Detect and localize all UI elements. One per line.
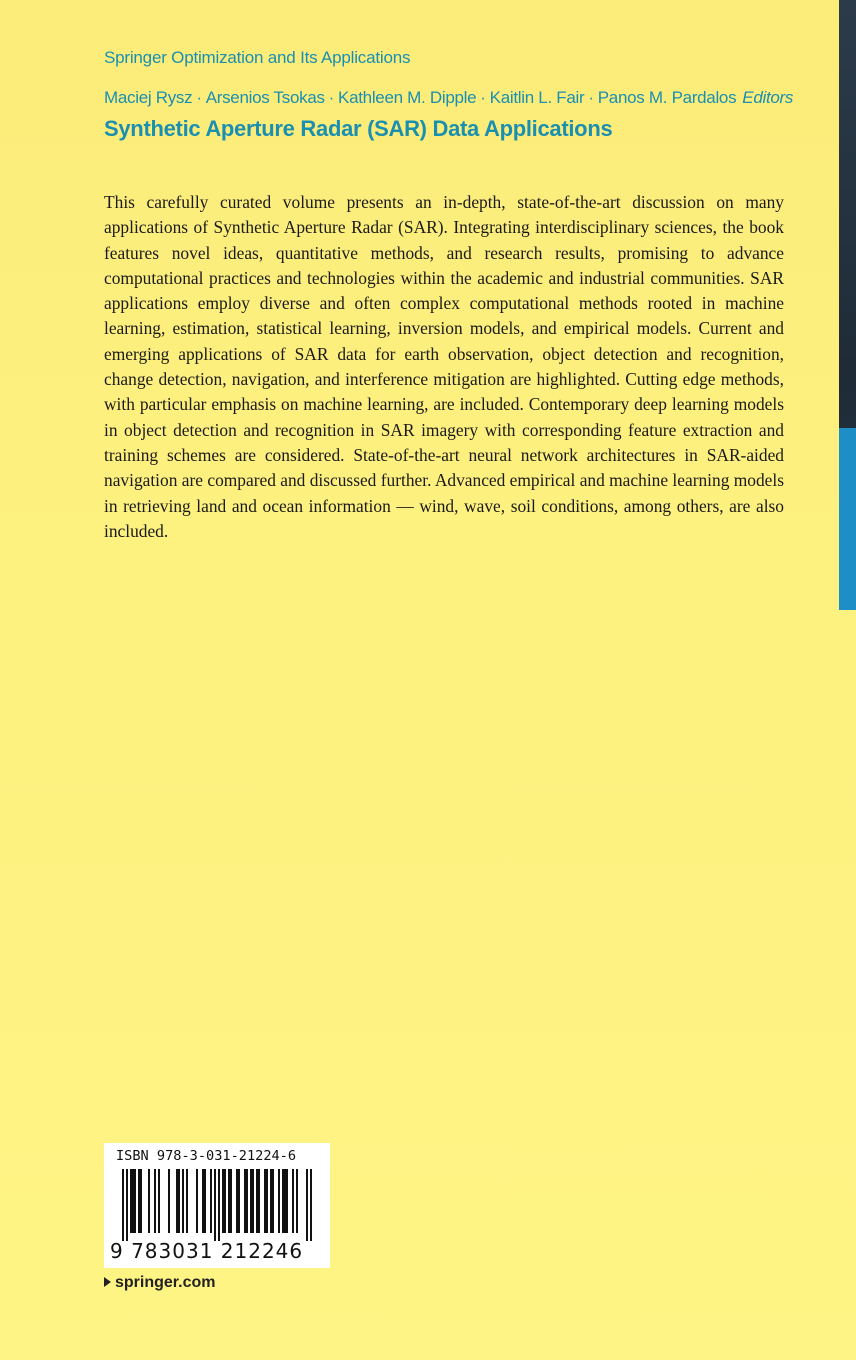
editor-separator: ·: [588, 88, 594, 107]
barcode-bar: [256, 1169, 258, 1233]
book-title: Synthetic Aperture Radar (SAR) Data Applications: [104, 116, 613, 141]
barcode-bar: [270, 1169, 272, 1233]
barcode-bar: [258, 1169, 260, 1233]
editor-separator: ·: [480, 88, 486, 107]
series-title: Springer Optimization and Its Applications: [104, 48, 411, 67]
book-description: This carefully curated volume presents an in-depth, state-of-the-art discussion on many applications of Synthetic Aperture Radar (SAR). Integrating interdisciplinary sciences, the book features novel ideas, quantitative methods, and research results, promising to advance computational practices and technologies within the academic and industrial communities. SAR applications employ diverse and often complex computational methods rooted in machine learning, estimation, statistical learning, inversion models, and empirical models. Current and emerging applications of SAR data for earth observation, object detection and recognition, change detection, navigation, and interference mitigation are highlighted. Cutting edge methods, with particular emphasis on machine learning, are included. Contemporary deep learning models in object detection and recognition in SAR imagery with corresponding feature extraction and training schemes are considered. State-of-the-art neural network architectures in SAR-aided navigation are compared and discussed further. Advanced empirical and machine learning models in retrieving land and ocean information — wind, wave, soil conditions, among others, are also included.: [104, 192, 784, 541]
barcode-bar: [178, 1169, 180, 1233]
barcode-bar: [238, 1169, 240, 1233]
barcode-bar: [134, 1169, 136, 1233]
editor-separator: ·: [196, 88, 202, 107]
editor-name: Kathleen M. Dipple: [338, 88, 477, 107]
barcode-bar: [158, 1169, 160, 1233]
barcode-bar: [222, 1169, 224, 1233]
barcode-bars: [112, 1169, 322, 1241]
editor-name: Maciej Rysz: [104, 88, 193, 107]
barcode-bar: [272, 1169, 274, 1233]
barcode-bar: [296, 1169, 298, 1233]
barcode-bar: [210, 1169, 212, 1233]
barcode-bar: [168, 1169, 170, 1233]
barcode-bar: [266, 1169, 268, 1233]
barcode-bar: [264, 1169, 266, 1233]
editors-line: [104, 88, 793, 108]
barcode-bar: [176, 1169, 178, 1233]
barcode-bar: [310, 1169, 312, 1241]
barcode-bar: [252, 1169, 254, 1233]
barcode-bar: [218, 1169, 220, 1241]
barcode-bar: [284, 1169, 286, 1233]
editor-name: Kaitlin L. Fair: [489, 88, 585, 107]
barcode-bar: [236, 1169, 238, 1233]
publisher-link[interactable]: [104, 1274, 215, 1292]
isbn-barcode: [104, 1143, 330, 1268]
barcode-digits: 9 783031 212246: [110, 1239, 304, 1263]
barcode-bar: [132, 1169, 134, 1233]
barcode-bar: [244, 1169, 246, 1233]
barcode-bar: [154, 1169, 156, 1233]
barcode-bar: [250, 1169, 252, 1233]
barcode-bar: [286, 1169, 288, 1233]
spine-accent: [839, 428, 856, 610]
barcode-bar: [204, 1169, 206, 1233]
barcode-bar: [130, 1169, 132, 1233]
barcode-bar: [148, 1169, 150, 1233]
arrow-right-icon: [104, 1277, 111, 1287]
barcode-bar: [182, 1169, 184, 1233]
barcode-bar: [122, 1169, 124, 1241]
editor-separator: ·: [328, 88, 335, 107]
barcode-bar: [214, 1169, 216, 1241]
isbn-label: ISBN 978-3-031-21224-6: [116, 1148, 297, 1164]
editor-name: Panos M. Pardalos: [597, 88, 737, 107]
barcode-bar: [278, 1169, 280, 1233]
editors-role: Editors: [742, 88, 794, 107]
barcode-bar: [138, 1169, 140, 1233]
barcode-bar: [228, 1169, 230, 1233]
barcode-bar: [246, 1169, 248, 1233]
barcode-bar: [292, 1169, 294, 1233]
barcode-bar: [196, 1169, 198, 1233]
editor-name: Arsenios Tsokas: [205, 88, 325, 107]
barcode-bar: [224, 1169, 226, 1233]
barcode-bar: [126, 1169, 128, 1241]
barcode-bar: [230, 1169, 232, 1233]
barcode-bar: [202, 1169, 204, 1233]
barcode-bar: [140, 1169, 142, 1233]
barcode-bar: [282, 1169, 284, 1233]
publisher-url: springer.com: [115, 1274, 216, 1291]
barcode-bar: [306, 1169, 308, 1241]
barcode-bar: [186, 1169, 188, 1233]
